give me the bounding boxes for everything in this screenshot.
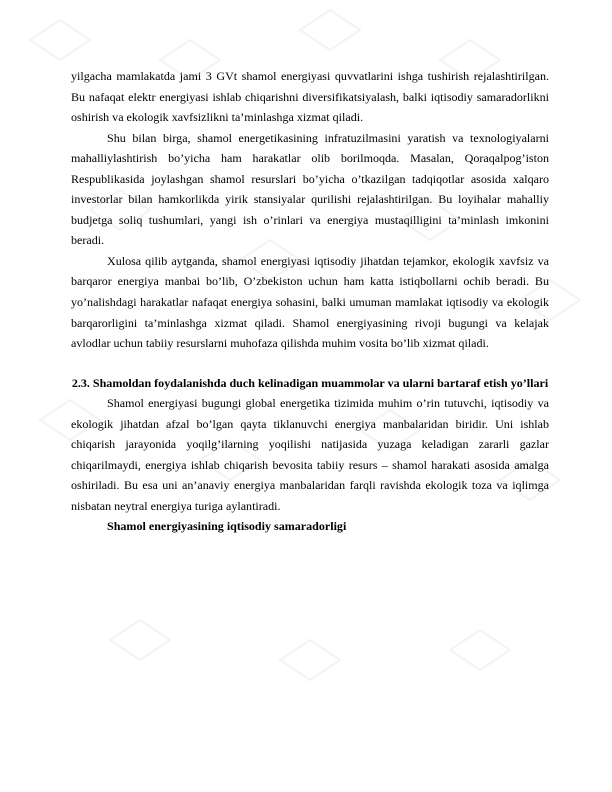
section-heading: 2.3. Shamoldan foydalanishda duch kelinadigan muammolar va ularni bartaraf etish yo’llari [71, 375, 549, 390]
paragraph-continuation: yilgacha mamlakatda jami 3 GVt shamol energiyasi quvvatlarini ishga tushirish rejalashtirilgan. Bu nafaqat elektr energiyasi ishlab chiqarishni diversifikatsiyalash, balki iqtisodiy samaradorlikni oshirish va ekologik xavfsizlikni ta’minlashga xizmat qiladi. [71, 69, 549, 125]
subheading: Shamol energiyasining iqtisodiy samaradorligi [107, 519, 347, 534]
paragraph-conclusion: Xulosa qilib aytganda, shamol energiyasi iqtisodiy jihatdan tejamkor, ekologik xavfsiz va barqaror energiya manbai bo’lib, O’zbekiston uchun ham katta istiqbollarni ochib beradi. Bu yo’nalishdagi harakatlar nafaqat energiya sohasini, balki umuman mamlakat iqtisodiy va ekologik barqarorligini ta’minlashga xizmat qiladi. Shamol energiyasining rivoji bugungi va kelajak avlodlar uchun tabiiy resurslarni muhofaza qilishda muhim vosita bo’lib xizmat qiladi. [71, 253, 549, 351]
paragraph-infrastructure: Shu bilan birga, shamol energetikasining infratuzilmasini yaratish va texnologiyalarni mahalliylashtirish bo’yicha ham harakatlar olib borilmoqda. Masalan, Qoraqalpog’iston Respublikasida joylashgan shamol resurslari bo’yicha o’tkazilgan tadqiqotlar asosida xalqaro investorlar bilan hamkorlikda yirik stansiyalar qurilishi rejalashtirilgan. Bu loyihalar mahalliy budjetga soliq tushumlari, yangi ish o’rinlari va energiya mustaqilligini ta’minlash imkonini beradi. [71, 130, 549, 248]
paragraph-section-intro: Shamol energiyasi bugungi global energetika tizimida muhim o’rin tutuvchi, iqtisodiy va ekologik jihatdan afzal bo’lgan qayta tiklanuvchi energiya manbalaridan biridir. Uni ishlab chiqarish jarayonida yoqilg’ilarning yoqilishi natijasida yuzaga keladigan zararli gazlar chiqarilmaydi, energiya ishlab chiqarish bevosita tabiiy resurs – shamol harakati asosida amalga oshiriladi. Bu esa uni an’anaviy energiya manbalaridan farqli ravishda ekologik toza va iqlimga nisbatan neytral energiya turiga aylantiradi. [71, 396, 549, 513]
document-body [71, 66, 549, 537]
